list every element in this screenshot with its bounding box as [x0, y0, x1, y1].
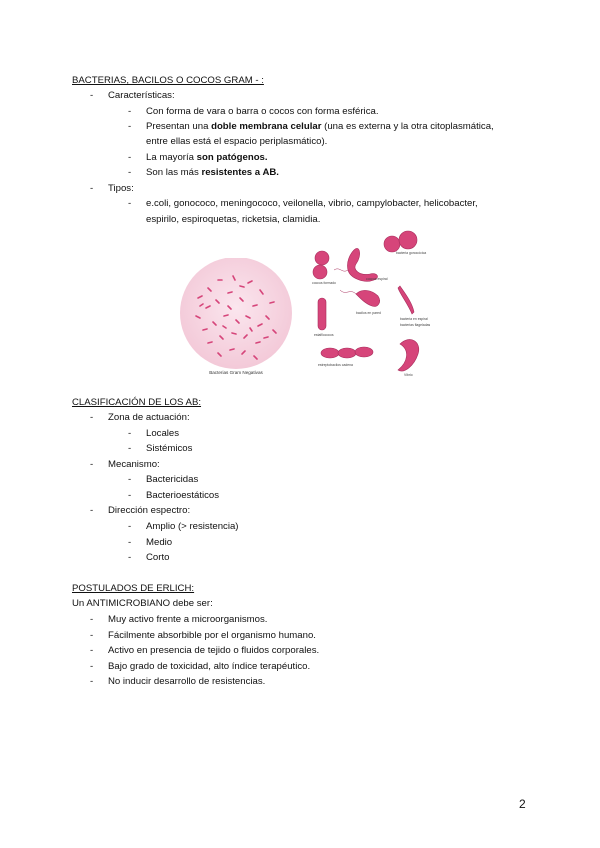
- bullet-dash: -: [90, 505, 94, 516]
- bullet-dash: -: [128, 121, 132, 132]
- diagram-label: estreptobacilos cadena: [318, 363, 353, 367]
- bullet-dash: -: [128, 106, 132, 117]
- list-item: No inducir desarrollo de resistencias.: [108, 676, 266, 687]
- bullet-dash: -: [128, 490, 132, 501]
- diagram-label: bacteria gonocócica: [396, 251, 427, 255]
- list-item: Medio: [146, 537, 173, 548]
- bullet-dash: -: [128, 198, 132, 209]
- mecanismo-label: Mecanismo:: [108, 459, 160, 470]
- diagram-label: Vibrio: [404, 373, 413, 377]
- caracteristicas-label: Características:: [108, 90, 175, 101]
- list-item: Amplio (> resistencia): [146, 521, 239, 532]
- diagram-label: bacilos en pared: [356, 311, 381, 315]
- bullet-dash: -: [128, 152, 132, 163]
- section-heading-postulados: POSTULADOS DE ERLICH:: [72, 583, 195, 594]
- bullet-dash: -: [128, 552, 132, 563]
- bullet-dash: -: [128, 521, 132, 532]
- list-item-continuation: espirilo, espiroquetas, ricketsia, clamidia.: [146, 214, 321, 225]
- diagram-label: estafilococos: [314, 333, 334, 337]
- diagram-label: bacteria en espiral: [400, 317, 428, 321]
- section-heading-bacterias: BACTERIAS, BACILOS O COCOS GRAM - :: [72, 75, 264, 86]
- list-item: Corto: [146, 552, 170, 563]
- list-item: Con forma de vara o barra o cocos con forma esférica.: [146, 106, 379, 117]
- list-item-continuation: entre ellas está el espacio periplasmático).: [146, 136, 328, 147]
- bullet-dash: -: [90, 90, 94, 101]
- bullet-dash: -: [128, 443, 132, 454]
- page-number: 2: [519, 797, 526, 811]
- list-item: Fácilmente absorbible por el organismo humano.: [108, 630, 316, 641]
- list-item: Sistémicos: [146, 443, 193, 454]
- list-item: Activo en presencia de tejido o fluidos corporales.: [108, 645, 320, 656]
- bullet-dash: -: [90, 412, 94, 423]
- list-item: e.coli, gonococo, meningococo, veilonella, vibrio, campylobacter, helicobacter,: [146, 198, 478, 209]
- espectro-label: Dirección espectro:: [108, 505, 191, 516]
- microscope-field: [180, 258, 292, 369]
- bullet-dash: -: [90, 614, 94, 625]
- zona-label: Zona de actuación:: [108, 412, 190, 423]
- tipos-label: Tipos:: [108, 183, 134, 194]
- bullet-dash: -: [90, 183, 94, 194]
- diagram-label: coccus formado: [312, 281, 336, 285]
- bullet-dash: -: [90, 645, 94, 656]
- diagram-label: bacterias flageladas: [400, 323, 430, 327]
- intro-text: Un ANTIMICROBIANO debe ser:: [72, 598, 213, 609]
- bullet-dash: -: [128, 474, 132, 485]
- list-item: Bactericidas: [146, 474, 199, 485]
- micrograph-caption: Bacterias Gram Negativas: [209, 370, 263, 375]
- list-item: La mayoría son patógenos.: [146, 152, 268, 163]
- list-item: Bajo grado de toxicidad, alto índice terapéutico.: [108, 661, 311, 672]
- bullet-dash: -: [90, 630, 94, 641]
- list-item: Locales: [146, 428, 180, 439]
- diagram-label: coccus espiral: [366, 277, 388, 281]
- bacteria-shapes-diagram: [300, 226, 430, 380]
- bullet-dash: -: [128, 167, 132, 178]
- section-heading-clasificacion: CLASIFICACIÓN DE LOS AB:: [72, 397, 202, 408]
- bullet-dash: -: [128, 428, 132, 439]
- gram-negative-micrograph: [178, 258, 294, 378]
- list-item: Muy activo frente a microorganismos.: [108, 614, 268, 625]
- bullet-dash: -: [90, 661, 94, 672]
- bullet-dash: -: [90, 459, 94, 470]
- bullet-dash: -: [90, 676, 94, 687]
- list-item: Son las más resistentes a AB.: [146, 167, 279, 178]
- bullet-dash: -: [128, 537, 132, 548]
- list-item: Presentan una doble membrana celular (una es externa y la otra citoplasmática,: [146, 121, 494, 132]
- list-item: Bacterioestáticos: [146, 490, 220, 501]
